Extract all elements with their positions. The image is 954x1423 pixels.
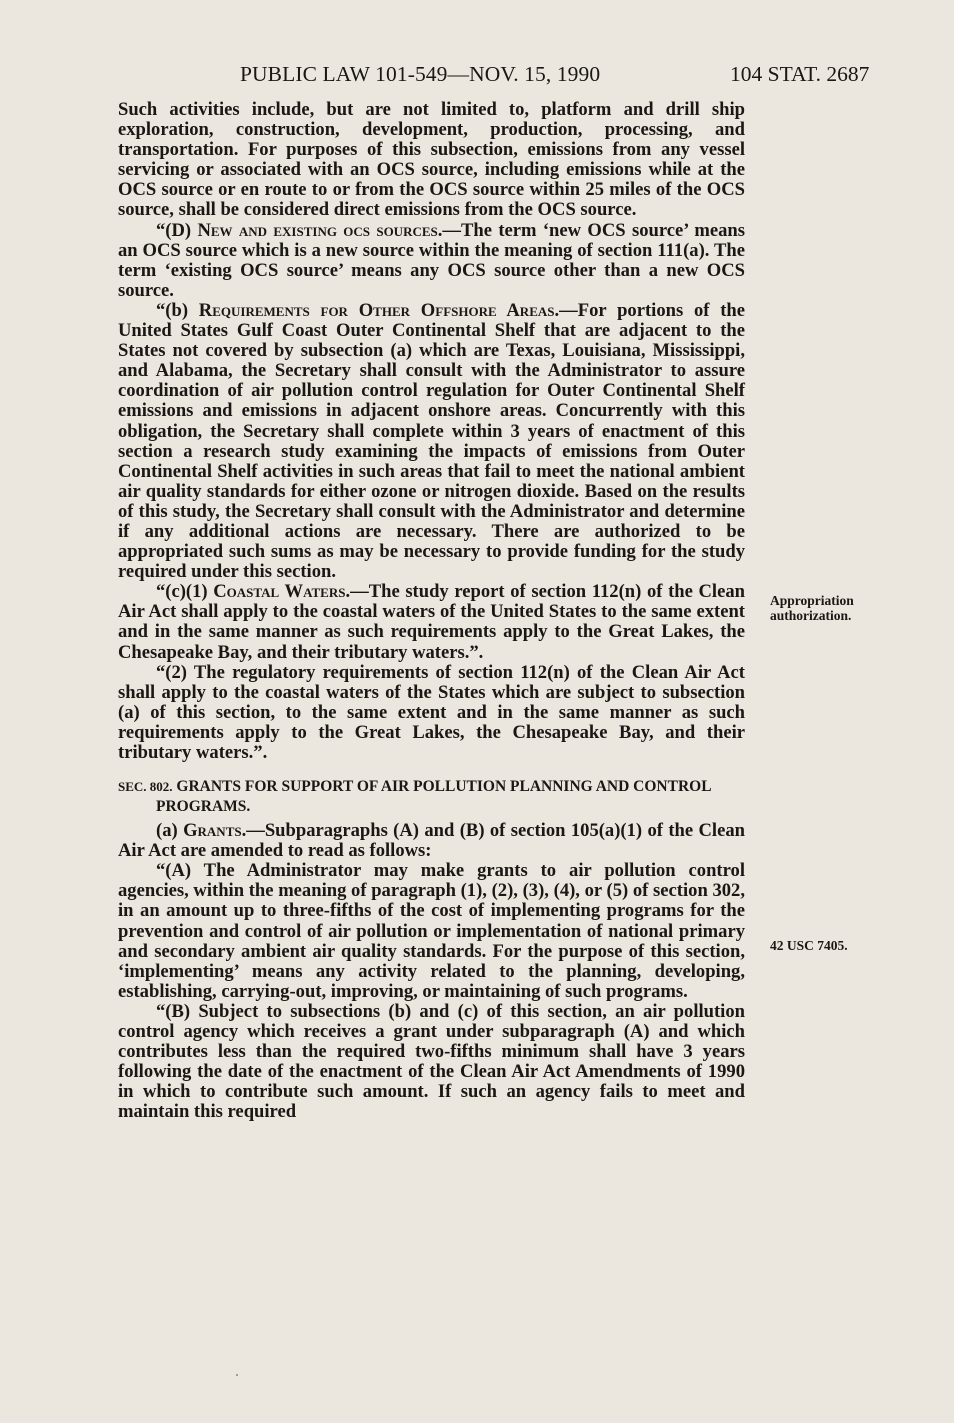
- paragraph-heading: New and existing ocs sources: [197, 219, 438, 241]
- margin-note-appropriation: [770, 593, 854, 623]
- paragraph-heading: Grants: [183, 820, 242, 842]
- section-heading: [118, 777, 745, 817]
- law-text-body: [118, 100, 745, 1123]
- paragraph-text: .—The study report of section 112(n) of the Clean Air Act shall apply to the coastal waters of the United States to the same extent and in the same manner as such requirements apply to the Great Lakes, the Chesapeake Bay, and their tributary waters.”.: [118, 581, 745, 663]
- paragraph-text: .—For portions of the United States Gulf Coast Outer Continental Shelf that are adjacent to the States not covered by subsection (a) which are Texas, Louisiana, Mississippi, and Alabama, the Secretary shall consult with the Administrator to assure coordination of air pollution control regulation for Outer Continental Shelf emissions and emissions in adjacent onshore areas. Concurrently with this obligation, the Secretary shall complete within 3 years of enactment of this section a research study examining the impacts of emissions from Outer Continental Shelf activities in such areas that fail to meet the national ambient air quality standards for either ozone or nitrogen dioxide. Based on the results of this study, the Secretary shall consult with the Administrator and determine if any additional actions are necessary. There are authorized to be appropriated such sums as may be necessary to provide funding for the study required under this section.: [118, 299, 746, 583]
- paragraph-text: .—Subparagraphs (A) and (B) of section 105(a)(1) of the Clean Air Act are amended to read as follows:: [118, 820, 745, 862]
- paragraph-text: .—The term ‘new OCS source’ means an OCS source which is a new source within the meaning of section 111(a). The term ‘existing OCS source’ means any OCS source other than a new OCS source.: [118, 219, 746, 301]
- paragraph-grants: [118, 821, 745, 861]
- section-spacer: [118, 763, 745, 767]
- paragraph-heading: Requirements for Other Offshore Areas: [198, 299, 555, 321]
- paragraph-heading: Coastal Waters: [213, 581, 346, 603]
- section-number: SEC. 802.: [118, 779, 173, 795]
- paragraph-other-offshore-areas: [118, 301, 745, 582]
- paragraph-prefix: (a): [156, 820, 184, 842]
- scan-speck: [236, 1374, 238, 1376]
- paragraph-prefix: “(c)(1): [156, 581, 214, 603]
- paragraph-regulatory-requirements: “(2) The regulatory requirements of section 112(n) of the Clean Air Act shall apply to the coastal waters of the States which are subject to subsection (a) of this section, to the same extent and in the same manner as such requirements apply to the Great Lakes, the Chesapeake Bay, and their tributary waters.”.: [118, 661, 745, 763]
- section-title: GRANTS FOR SUPPORT OF AIR POLLUTION PLANNING AND CONTROL PROGRAMS.: [156, 778, 711, 816]
- margin-note-usc-citation: 42 USC 7405.: [770, 938, 848, 953]
- paragraph-new-existing-ocs-sources: [118, 221, 745, 301]
- paragraph-prefix: “(D): [156, 219, 198, 241]
- running-header-title: PUBLIC LAW 101-549—NOV. 15, 1990: [240, 62, 601, 86]
- paragraph-prefix: “(b): [156, 299, 199, 321]
- paragraph-coastal-waters: [118, 582, 745, 662]
- margin-note-line: authorization.: [770, 608, 852, 623]
- paragraph-subparagraph-a: “(A) The Administrator may make grants to air pollution control agencies, within the meaning of paragraph (1), (2), (3), (4), or (5) of section 302, in an amount up to three-fifths of the cost of implementing programs for the prevention and control of air pollution or implementation of national primary and secondary ambient air quality standards. For the purpose of this section, ‘implementing’ means any activity related to the planning, developing, establishing, carrying-out, improving, or maintaining of such programs.: [118, 860, 745, 1002]
- running-header-page-number: 104 STAT. 2687: [730, 62, 870, 86]
- paragraph-subparagraph-b: “(B) Subject to subsections (b) and (c) of this section, an air pollution control agency which receives a grant under subparagraph (A) and which contributes less than the required two-fifths minimum shall have 3 years following the date of the enactment of the Clean Air Act Amendments of 1990 in which to contribute such amount. If such an agency fails to meet and maintain this required: [118, 1000, 745, 1123]
- margin-note-line: Appropriation: [770, 593, 854, 608]
- paragraph-ocs-activities: Such activities include, but are not limited to, platform and drill ship exploration, construction, development, production, processing, and transportation. For purposes of this subsection, emissions from any vessel servicing or associated with an OCS source, including emissions while at the OCS source or en route to or from the OCS source within 25 miles of the OCS source, shall be considered direct emissions from the OCS source.: [118, 99, 745, 221]
